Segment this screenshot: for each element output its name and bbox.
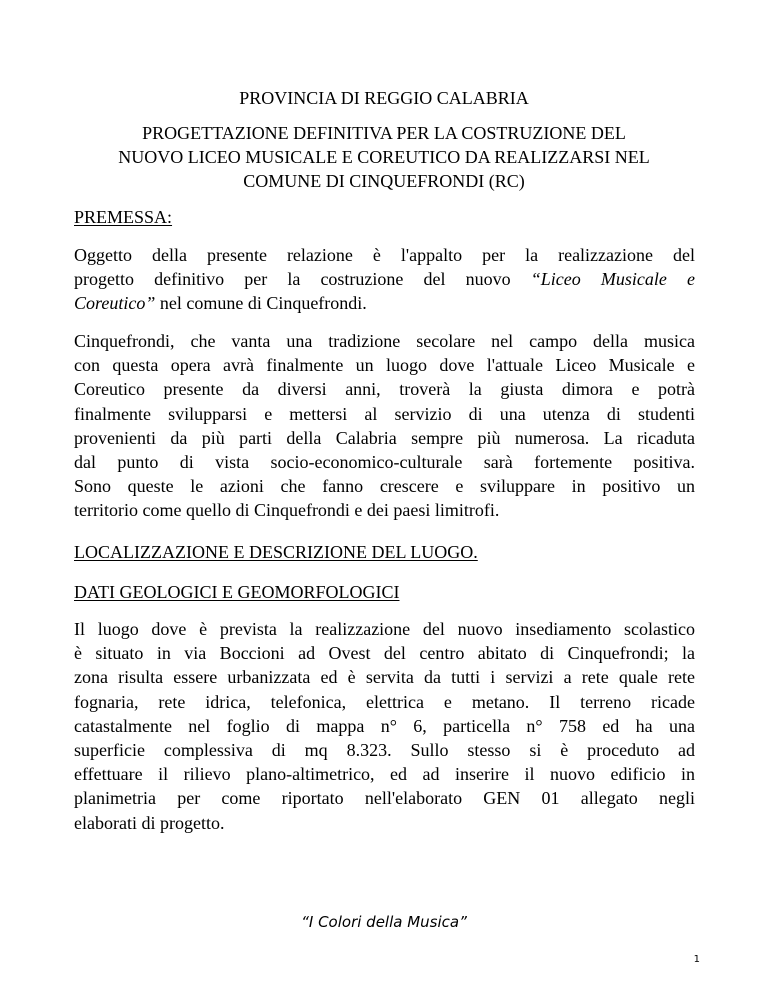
dati-geologici-heading: DATI GEOLOGICI E GEOMORFOLOGICI: [74, 582, 400, 602]
italic-project-name: “Liceo Musicale e: [530, 269, 695, 290]
localizzazione-heading: LOCALIZZAZIONE E DESCRIZIONE DEL LUOGO.: [74, 542, 478, 562]
paragraph-line: effettuare il rilievo plano-altimetrico, ed ad inserire il nuovo edificio in: [74, 764, 695, 785]
paragraph-line: con questa opera avrà finalmente un luogo dove l'attuale Liceo Musicale e: [74, 355, 695, 376]
paragraph-line: finalmente svilupparsi e mettersi al servizio di una utenza di studenti: [74, 403, 695, 424]
paragraph-line: superficie complessiva di mq 8.323. Sullo stesso si è proceduto ad: [74, 739, 695, 760]
paragraph-line: Sono queste le azioni che fanno crescere e sviluppare in positivo un: [74, 476, 695, 497]
paragraph-line: fognaria, rete idrica, telefonica, elettrica e metano. Il terreno ricade: [74, 691, 695, 712]
premessa-heading: PREMESSA:: [74, 207, 173, 227]
paragraph-line: [74, 291, 695, 315]
paragraph-line: Cinquefrondi, che vanta una tradizione secolare nel campo della musica: [74, 331, 695, 351]
province-heading: PROVINCIA DI REGGIO CALABRIA: [239, 88, 529, 108]
paragraph-text: nel comune di Cinquefrondi.: [155, 293, 367, 314]
page-number: 1: [693, 954, 700, 965]
paragraph-line: Oggetto della presente relazione è l'appalto per la realizzazione del: [74, 245, 695, 265]
paragraph-line: provenienti da più parti della Calabria sempre più numerosa. La ricaduta: [74, 427, 695, 448]
dati-paragraph: [74, 617, 695, 835]
paragraph-text: progetto definitivo per la costruzione del nuovo: [74, 269, 531, 290]
paragraph-line: planimetria per come riportato nell'elaborato GEN 01 allegato negli: [74, 788, 695, 809]
title-line-3: COMUNE DI CINQUEFRONDI (RC): [243, 171, 525, 191]
paragraph-line: zona risulta essere urbanizzata ed è servita da tutti i servizi a rete quale rete: [74, 667, 695, 688]
title-line-2: NUOVO LICEO MUSICALE E COREUTICO DA REALIZZARSI NEL: [118, 147, 650, 167]
paragraph-line: dal punto di vista socio-economico-culturale sarà fortemente positiva.: [74, 451, 695, 472]
paragraph-line: Coreutico presente da diversi anni, troverà la giusta dimora e potrà: [74, 379, 695, 400]
premessa-paragraph-2: [74, 329, 695, 523]
paragraph-line: Il luogo dove è prevista la realizzazione del nuovo insediamento scolastico: [74, 619, 695, 639]
paragraph-line: territorio come quello di Cinquefrondi e dei paesi limitrofi.: [74, 500, 500, 521]
italic-project-name: Coreutico”: [74, 293, 156, 314]
paragraph-line: elaborati di progetto.: [74, 812, 225, 833]
footer-motto: “I Colori della Musica”: [301, 913, 467, 931]
paragraph-line: è situato in via Boccioni ad Ovest del centro abitato di Cinquefrondi; la: [74, 643, 695, 664]
premessa-paragraph-1: [74, 243, 695, 316]
title-line-1: PROGETTAZIONE DEFINITIVA PER LA COSTRUZIONE DEL: [142, 123, 626, 143]
paragraph-line: [74, 267, 695, 291]
paragraph-line: catastalmente nel foglio di mappa n° 6, particella n° 758 ed ha una: [74, 715, 695, 736]
